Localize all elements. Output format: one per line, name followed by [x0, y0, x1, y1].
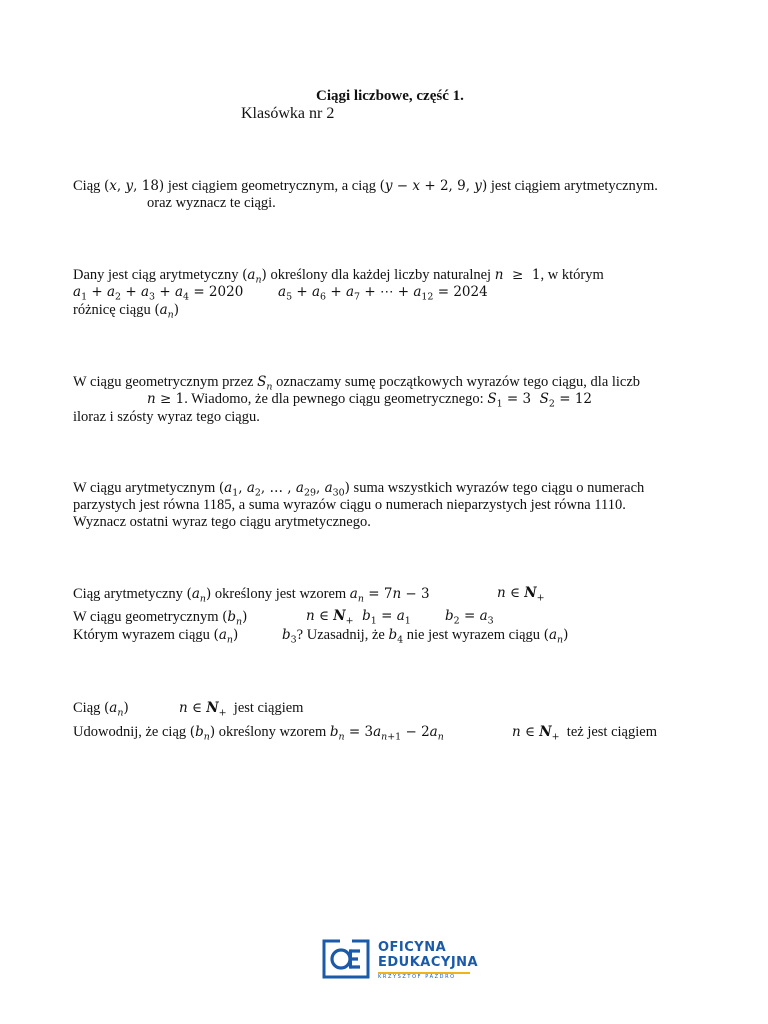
- publisher-logo-icon: [322, 939, 370, 979]
- task-5-line-3: Którym wyrazem ciągu $(a_n)$: [73, 627, 239, 646]
- task-6-line-2b: n ∈ $N_+$ też jest ciągiem: [512, 724, 657, 743]
- page-subtitle: Klasówka nr 2: [241, 105, 335, 122]
- task-5-line-2-conditions: n ∈ $N_+$ $b_1 = a_1$: [306, 608, 411, 627]
- task-5-line-3b: $b_3$? Uzasadnij, że $b_4$ nie jest wyrazem ciągu $(a_n)$: [282, 627, 569, 646]
- task-5-line-2-b2: $b_2 = a_3$: [445, 608, 494, 627]
- task-6-line-1b: n ∈ $N_+$ jest ciągiem: [179, 700, 304, 719]
- task-2-line-3: różnicę ciągu $(a_n)$: [73, 302, 180, 321]
- task-2-line-2: $a_1 + a_2 + a_3 + a_4 = 2020$: [73, 284, 244, 303]
- task-5-line-1: Ciąg arytmetyczny $(a_n)$ określony jest wzorem $a_n = 7n - 3$: [73, 586, 430, 605]
- task-5-line-1-domain: n ∈ $N_+$: [497, 585, 545, 604]
- task-1-line-1: Ciąg (x, y, 18) jest ciągiem geometrycznym, a ciąg (y − x + 2, 9, y) jest ciągiem arytmetycznym.: [73, 178, 658, 194]
- task-3-line-3: iloraz i szósty wyraz tego ciągu.: [73, 409, 260, 425]
- task-3-line-2: n ≥ 1. Wiadomo, że dla pewnego ciągu geometrycznego: $S_1 = 3$ $S_2 = 12$: [147, 391, 593, 410]
- task-2-line-2b: $a_5 + a_6 + a_7$ + ⋯ + $a_{12} = 2024$: [278, 284, 488, 303]
- task-4-line-3: Wyznacz ostatni wyraz tego ciągu arytmetycznego.: [73, 514, 371, 530]
- task-2-line-1: Dany jest ciąg arytmetyczny $(a_n)$ określony dla każdej liczby naturalnej n ≥ 1, w którym: [73, 267, 604, 286]
- task-1-line-2: oraz wyznacz te ciągi.: [147, 195, 276, 211]
- publisher-author: KRZYSZTOF PAZDRO: [378, 974, 456, 980]
- task-6-line-2: Udowodnij, że ciąg $(b_n)$ określony wzorem $b_n = 3a_{n+1} - 2a_n$: [73, 724, 444, 743]
- publisher-logo: [322, 939, 479, 981]
- task-3-line-1: W ciągu geometrycznym przez $S_n$ oznaczamy sumę początkowych wyrazów tego ciągu, dla liczb: [73, 374, 641, 393]
- task-6-line-1: Ciąg $(a_n)$: [73, 700, 129, 719]
- page-title: Ciągi liczbowe, część 1.: [316, 88, 464, 104]
- task-5-line-2: W ciągu geometrycznym $(b_n)$: [73, 609, 248, 628]
- publisher-name-line-1: OFICYNA: [378, 940, 447, 955]
- task-4-line-2: parzystych jest równa 1185, a suma wyrazów ciągu o numerach nieparzystych jest równa 1110.: [73, 497, 626, 513]
- task-4-line-1: W ciągu arytmetycznym ($a_1$, $a_2$, … , $a_{29}$, $a_{30}$) suma wszystkich wyrazów tego ciągu o numerach: [73, 480, 645, 499]
- publisher-name-line-2: EDUKACYJNA: [378, 955, 479, 970]
